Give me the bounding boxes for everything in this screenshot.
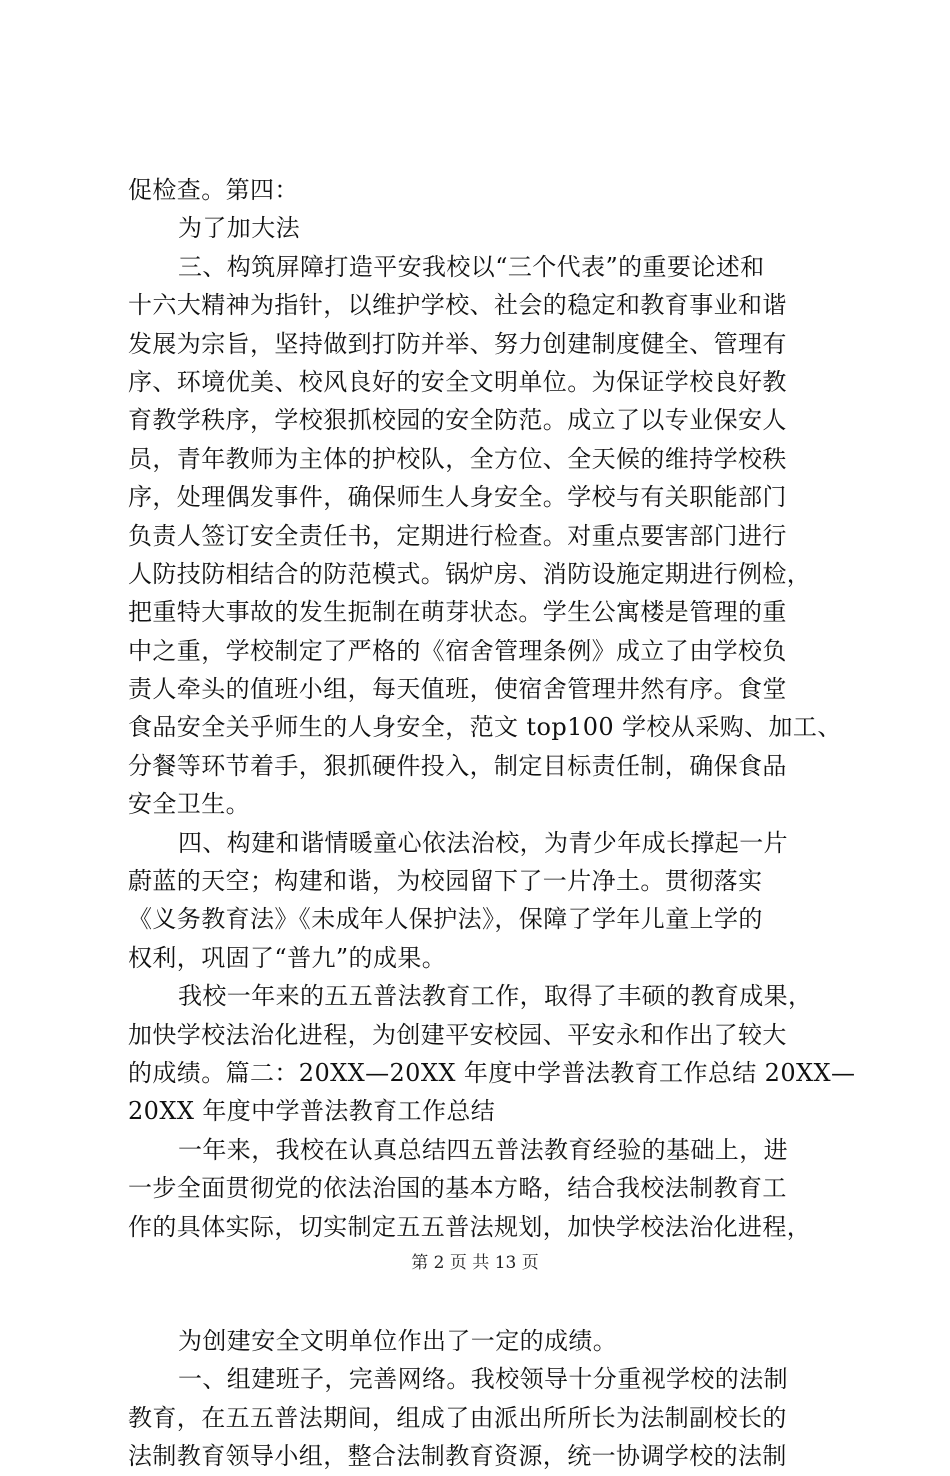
text-line: 作的具体实际，切实制定五五普法规划，加快学校法治化进程，	[128, 1212, 812, 1241]
text-line: 人防技防相结合的防范模式。锅炉房、消防设施定期进行例检，	[128, 559, 812, 588]
text-line: 为了加大法	[178, 214, 300, 243]
text-line: 加快学校法治化进程，为创建平安校园、平安永和作出了较大	[128, 1020, 787, 1049]
text-line: 育教学秩序，学校狠抓校园的安全防范。成立了以专业保安人	[128, 406, 787, 435]
text-line: 负责人签订安全责任书，定期进行检查。对重点要害部门进行	[128, 521, 787, 550]
text-line: 中之重，学校制定了严格的《宿舍管理条例》成立了由学校负	[128, 636, 787, 665]
page-number-footer: 第 2 页 共 13 页	[411, 1253, 539, 1273]
paragraph-start-line: 四、构建和谐情暖童心依法治校，为青少年成长撑起一片	[178, 828, 788, 857]
text-line: 安全卫生。	[128, 790, 250, 819]
text-line: 食品安全关乎师生的人身安全，范文 top100 学校从采购、加工、	[128, 713, 842, 742]
text-line: 蔚蓝的天空；构建和谐，为校园留下了一片净土。贯彻落实	[128, 867, 763, 896]
text-line: 把重特大事故的发生扼制在萌芽状态。学生公寓楼是管理的重	[128, 598, 787, 627]
paragraph-start-line: 一年来，我校在认真总结四五普法教育经验的基础上，进	[178, 1135, 788, 1164]
text-line: 分餐等环节着手，狠抓硬件投入，制定目标责任制，确保食品	[128, 751, 787, 780]
text-line: 20XX 年度中学普法教育工作总结	[128, 1097, 496, 1126]
text-line: 十六大精神为指针，以维护学校、社会的稳定和教育事业和谐	[128, 291, 787, 320]
document-body	[128, 171, 856, 1476]
text-line: 权利，巩固了“普九”的成果。	[128, 943, 447, 972]
text-line: 序，处理偶发事件，确保师生人身安全。学校与有关职能部门	[128, 483, 787, 512]
paragraph-start-line: 为创建安全文明单位作出了一定的成绩。	[178, 1326, 618, 1355]
text-line: 促检查。第四：	[128, 176, 299, 204]
text-line: 一步全面贯彻党的依法治国的基本方略，结合我校法制教育工	[128, 1174, 787, 1203]
paragraph-start-line: 一、组建班子，完善网络。我校领导十分重视学校的法制	[178, 1365, 788, 1394]
text-line: 法制教育领导小组，整合法制教育资源，统一协调学校的法制	[128, 1442, 787, 1471]
text-line: 责人牵头的值班小组，每天值班，使宿舍管理井然有序。食堂	[128, 675, 787, 704]
paragraph-start-line: 三、构筑屏障打造平安我校以“三个代表”的重要论述和	[178, 252, 765, 281]
text-line: 的成绩。篇二：20XX—20XX 年度中学普法教育工作总结 20XX—	[128, 1058, 856, 1087]
text-line: 《义务教育法》《未成年人保护法》，保障了学年儿童上学的	[128, 905, 763, 934]
text-line: 序、环境优美、校风良好的安全文明单位。为保证学校良好教	[128, 367, 787, 396]
text-line: 教育，在五五普法期间，组成了由派出所所长为法制副校长的	[128, 1403, 787, 1432]
text-line: 发展为宗旨，坚持做到打防并举、努力创建制度健全、管理有	[128, 329, 787, 358]
paragraph-start-line: 我校一年来的五五普法教育工作，取得了丰硕的教育成果，	[178, 982, 813, 1011]
text-line: 员，青年教师为主体的护校队，全方位、全天候的维持学校秩	[128, 444, 787, 473]
